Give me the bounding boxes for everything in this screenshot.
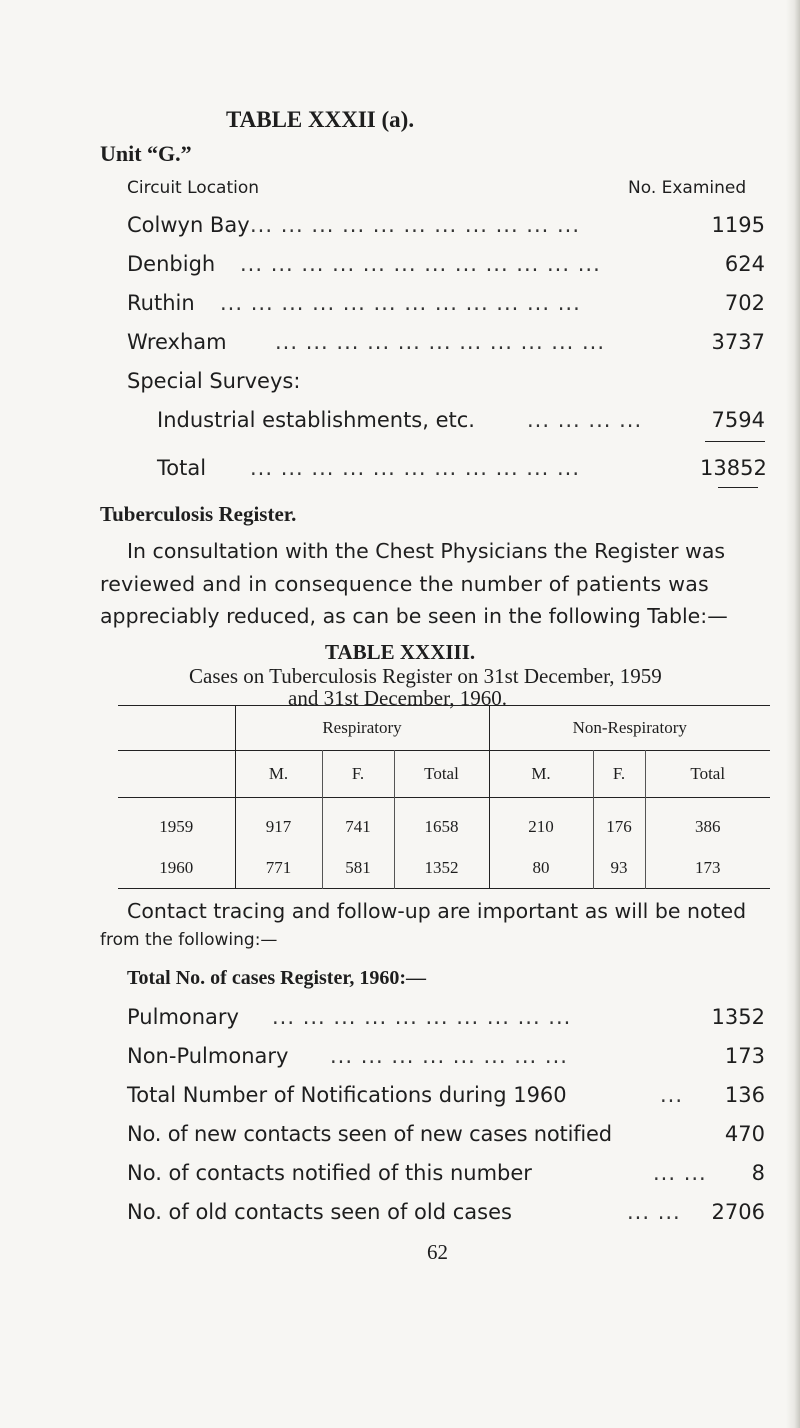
leader-dots: ... ... ... ... — [527, 408, 643, 432]
column-header-examined: No. Examined — [628, 178, 747, 198]
total-underline — [718, 487, 758, 488]
total-rule — [705, 441, 765, 442]
special-survey-value: 7594 — [711, 408, 765, 432]
paragraph-line: from the following:— — [100, 930, 278, 950]
special-survey-label: Industrial establishments, etc. — [157, 408, 475, 432]
location-label: Wrexham — [127, 330, 227, 354]
location-label: Colwyn Bay — [127, 213, 250, 237]
location-value: 702 — [724, 291, 765, 315]
subheader-cell: F. — [593, 751, 645, 798]
data-cell: 1352 — [424, 858, 459, 877]
paragraph-line: In consultation with the Chest Physicians the Register was — [127, 539, 726, 563]
leader-dots: ... ... ... ... ... ... ... ... ... ... ... — [250, 213, 581, 237]
data-cell: 1658 — [424, 817, 459, 836]
location-label: Denbigh — [127, 252, 216, 276]
item-value: 470 — [724, 1122, 765, 1146]
year-cell: 1960 — [159, 858, 194, 877]
data-cell: 917 — [235, 798, 322, 849]
year-header-cell — [118, 751, 235, 798]
table-b-caption: Cases on Tuberculosis Register on 31st December, 1959 — [189, 664, 662, 688]
item-value: 2706 — [711, 1200, 765, 1224]
leader-dots: ... ... ... ... ... ... ... ... ... ... — [272, 1005, 572, 1029]
item-label: No. of old contacts seen of old cases — [127, 1200, 512, 1224]
paragraph-line: reviewed and in consequence the number of patients was — [100, 572, 709, 596]
item-value: 8 — [751, 1161, 765, 1185]
leader-dots: ... ... ... ... ... ... ... ... ... ... ... ... — [240, 252, 601, 276]
unit-label: Unit “G.” — [100, 141, 192, 166]
item-value: 1352 — [711, 1005, 765, 1029]
section-heading: Tuberculosis Register. — [100, 502, 297, 526]
year-header-cell — [118, 706, 235, 751]
paragraph-line: Contact tracing and follow-up are important as will be noted — [127, 899, 747, 923]
leader-dots: ... ... — [653, 1161, 707, 1185]
location-label: Ruthin — [127, 291, 195, 315]
total-value: 13852 — [700, 456, 767, 480]
table-b-title: TABLE XXXIII. — [325, 640, 476, 664]
item-label: No. of new contacts seen of new cases notified — [127, 1122, 612, 1146]
data-cell: 210 — [489, 798, 593, 849]
group-header-respiratory: Respiratory — [235, 706, 489, 751]
page-edge-shadow — [786, 0, 800, 1428]
data-cell: 581 — [322, 848, 394, 889]
page-number: 62 — [427, 1240, 448, 1264]
leader-dots: ... ... ... ... ... ... ... ... — [330, 1044, 568, 1068]
item-label: Total Number of Notifications during 1960 — [127, 1083, 567, 1107]
section-heading: Total No. of cases Register, 1960:— — [127, 967, 427, 989]
location-value: 1195 — [711, 213, 765, 237]
tuberculosis-register-table — [118, 705, 770, 889]
leader-dots: ... ... ... ... ... ... ... ... ... ... ... — [275, 330, 606, 354]
leader-dots: ... ... ... ... ... ... ... ... ... ... ... ... — [220, 291, 581, 315]
item-label: Pulmonary — [127, 1005, 239, 1029]
subheader-cell: M. — [235, 751, 322, 798]
data-cell: 80 — [489, 848, 593, 889]
table-b-caption: and 31st December, 1960. — [288, 686, 508, 710]
leader-dots: ... ... ... ... ... ... ... ... ... ... ... — [250, 456, 581, 480]
subheader-cell: F. — [322, 751, 394, 798]
data-cell: 93 — [593, 848, 645, 889]
table-a-title: TABLE XXXII (a). — [226, 107, 415, 132]
group-header-nonrespiratory: Non-Respiratory — [489, 706, 770, 751]
item-value: 173 — [724, 1044, 765, 1068]
column-header-location: Circuit Location — [127, 178, 260, 198]
data-cell: 176 — [593, 798, 645, 849]
table-row — [118, 798, 770, 849]
location-value: 624 — [724, 252, 765, 276]
subheader-cell: Total — [690, 764, 726, 783]
data-cell: 741 — [322, 798, 394, 849]
subheader-cell: M. — [489, 751, 593, 798]
table-row — [118, 848, 770, 889]
year-cell: 1959 — [159, 817, 194, 836]
data-cell: 386 — [695, 817, 721, 836]
paragraph-line: appreciably reduced, as can be seen in the following Table:— — [100, 604, 728, 628]
item-label: Non-Pulmonary — [127, 1044, 289, 1068]
total-label: Total — [157, 456, 207, 480]
subheader-cell: Total — [424, 764, 459, 783]
data-cell: 771 — [235, 848, 322, 889]
special-surveys-heading: Special Surveys: — [127, 369, 301, 393]
location-value: 3737 — [711, 330, 765, 354]
leader-dots: ... ... — [627, 1200, 681, 1224]
leader-dots: ... — [660, 1083, 684, 1107]
item-value: 136 — [724, 1083, 765, 1107]
item-label: No. of contacts notified of this number — [127, 1161, 532, 1185]
data-cell: 173 — [695, 858, 721, 877]
